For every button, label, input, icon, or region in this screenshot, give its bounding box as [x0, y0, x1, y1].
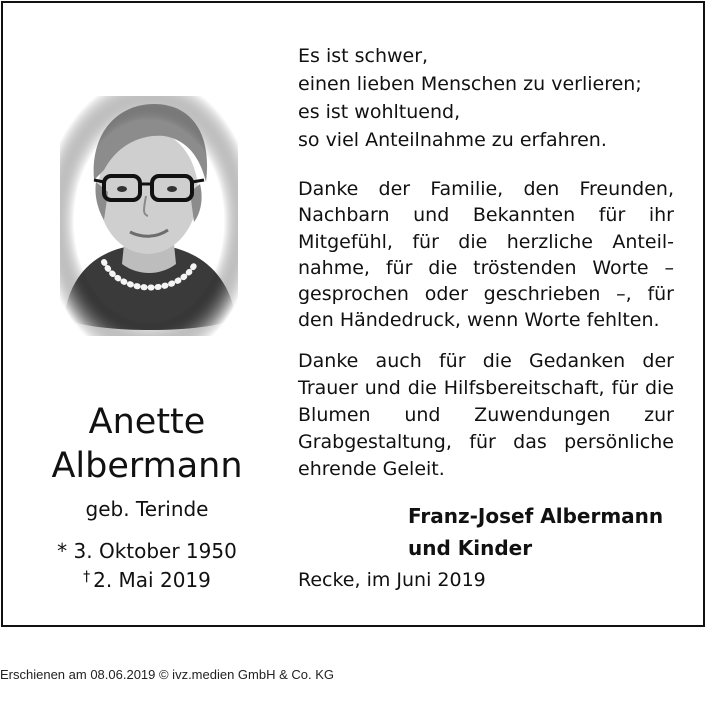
- maiden-name: geb. Terinde: [85, 497, 209, 521]
- death-date-line: [32, 567, 262, 596]
- birth-date: * 3. Oktober 1950: [57, 539, 237, 563]
- cross-icon: †: [83, 569, 91, 585]
- poem-line: Es ist schwer,: [298, 45, 429, 67]
- poem: [298, 42, 674, 154]
- signature-line: Franz-Josef Albermann: [408, 504, 664, 528]
- death-date: 2. Mai 2019: [93, 568, 211, 592]
- poem-line: es ist wohltuend,: [298, 101, 461, 123]
- portrait-photo: [60, 96, 238, 336]
- deceased-last-name: Albermann: [51, 446, 243, 486]
- signature-line: und Kinder: [408, 536, 533, 560]
- poem-line: so viel Anteilnahme zu erfahren.: [298, 129, 607, 151]
- publication-footer: Erschienen am 08.06.2019 © ivz.medien GmbH & Co. KG: [0, 667, 335, 682]
- signature: [408, 500, 663, 564]
- thanks-paragraph: Danke der Familie, den Freunden, Nachbarn und Bekannten für ihr Mitgefühl, für die herzliche Anteil-nahme, für die tröstenden Worte – gesprochen oder geschrieben –, für den Händedruck, wenn Worte fehlten.: [298, 178, 674, 332]
- thanks-paragraph: Danke auch für die Gedanken der Trauer und die Hilfsbereitschaft, für die Blumen und Zuwendungen zur Grabgestaltung, für das persönliche ehrende Geleit.: [298, 350, 674, 480]
- place-date: Recke, im Juni 2019: [298, 569, 486, 591]
- poem-line: einen lieben Menschen zu verlieren;: [298, 73, 642, 95]
- deceased-first-name: Anette: [88, 402, 206, 442]
